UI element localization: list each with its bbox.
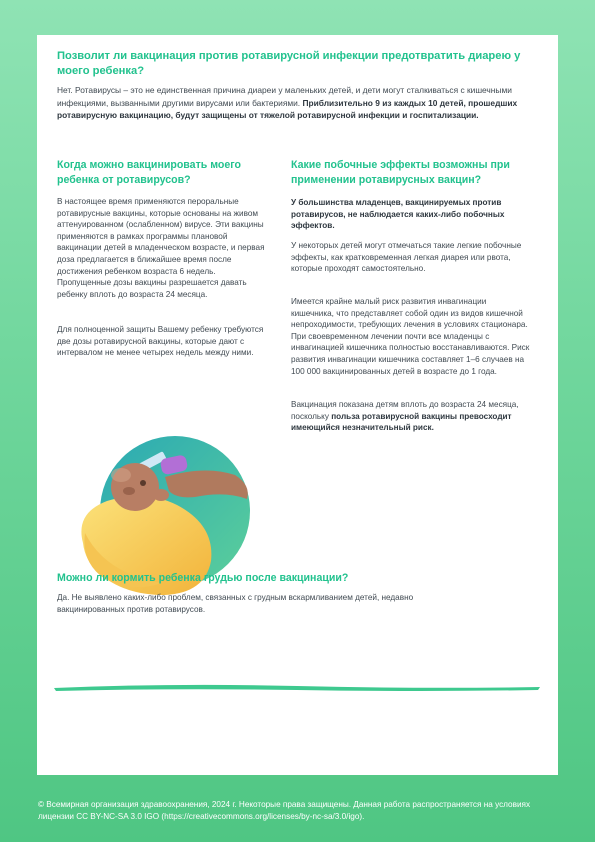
answer-paragraph-breastfeeding: Да. Не выявлено каких-либо проблем, связанных с грудным вскармливанием детей, недавно вакцинированных против ротавирусов. <box>57 593 414 614</box>
question-heading-diarrhea: Позволит ли вакцинация против ротавирусной инфекции предотвратить диарею у моего ребенка? <box>57 50 521 77</box>
paragraph-mild-effects: У некоторых детей могут отмечаться такие легкие побочные эффекты, как кратковременная легкая диарея или рвота, которые проходят самостоятельно. <box>291 241 522 274</box>
benefit-text: Вакцинация показана детям вплоть до возраста 24 месяца, поскольку <box>291 400 519 421</box>
question-heading-when: Когда можно вакцинировать моего ребенка от ротавирусов? <box>57 159 242 186</box>
content-card <box>37 35 558 775</box>
copyright-footer: © Всемирная организация здравоохранения, 2024 г. Некоторые права защищены. Данная работа распространяется на условиях лицензии CC BY-NC-SA 3.0 IGO (https://creativecommons.org/licenses/by-nc-sa/3.0/igo). <box>38 800 531 821</box>
paragraph-vaccine-schedule: В настоящее время применяются пероральные ротавирусные вакцины, которые основаны на живом аттенуированном (ослабленном) вирусе. Эти вакцины применяются в рамках программы плановой вакцинации детей в младенческом возрасте, и первая доза предлагается в ближайшее время после достижения ребенком возраста 6 недель. Пропущенные дозы вакцины разрешается давать ребенку вплоть до возраста 24 месяца. <box>57 197 265 299</box>
paragraph-benefit <box>291 399 541 434</box>
paragraph-no-side-effects <box>291 197 531 232</box>
question-heading-side-effects: Какие побочные эффекты возможны при применении ротавирусных вакцин? <box>291 159 510 186</box>
answer-highlight: Приблизительно 9 из каждых 10 детей, прошедших ротавирусную вакцинацию, будут защищены от тяжелой ротавирусной инфекции и госпитализации. <box>57 97 518 120</box>
bold-statement: У большинства младенцев, вакцинируемых против ротавирусов, не наблюдается каких-либо побочных эффектов. <box>291 198 505 231</box>
paragraph-two-doses: Для полноценной защиты Вашему ребенку требуются две дозы ротавирусной вакцины, которые дают с интервалом не менее четырех недель между ними. <box>57 325 264 358</box>
benefit-highlight: польза ротавирусной вакцины превосходит имеющийся незначительный риск. <box>291 411 512 433</box>
paragraph-intussusception: Имеется крайне малый риск развития инвагинации кишечника, что представляет собой один из видов кишечной непроходимости, требующих лечения в условиях стационара. При своевременном лечении почти все младенцы с инвагинацией кишечника полностью восстанавливаются. Риск развития инвагинации кишечника составляет 1–6 случаев на 100 000 вакцинированных детей в возрасте до 1 года. <box>291 297 530 376</box>
answer-paragraph-diarrhea <box>57 84 547 122</box>
decorative-brush-stroke <box>52 680 542 694</box>
answer-text: Нет. Ротавирусы – это не единственная причина диареи у маленьких детей, и дети могут сталкиваться с кишечными инфекциями, вызванными другими вирусами или бактериями. <box>57 85 512 108</box>
question-heading-breastfeeding: Можно ли кормить ребенка грудью после вакцинации? <box>57 572 349 584</box>
